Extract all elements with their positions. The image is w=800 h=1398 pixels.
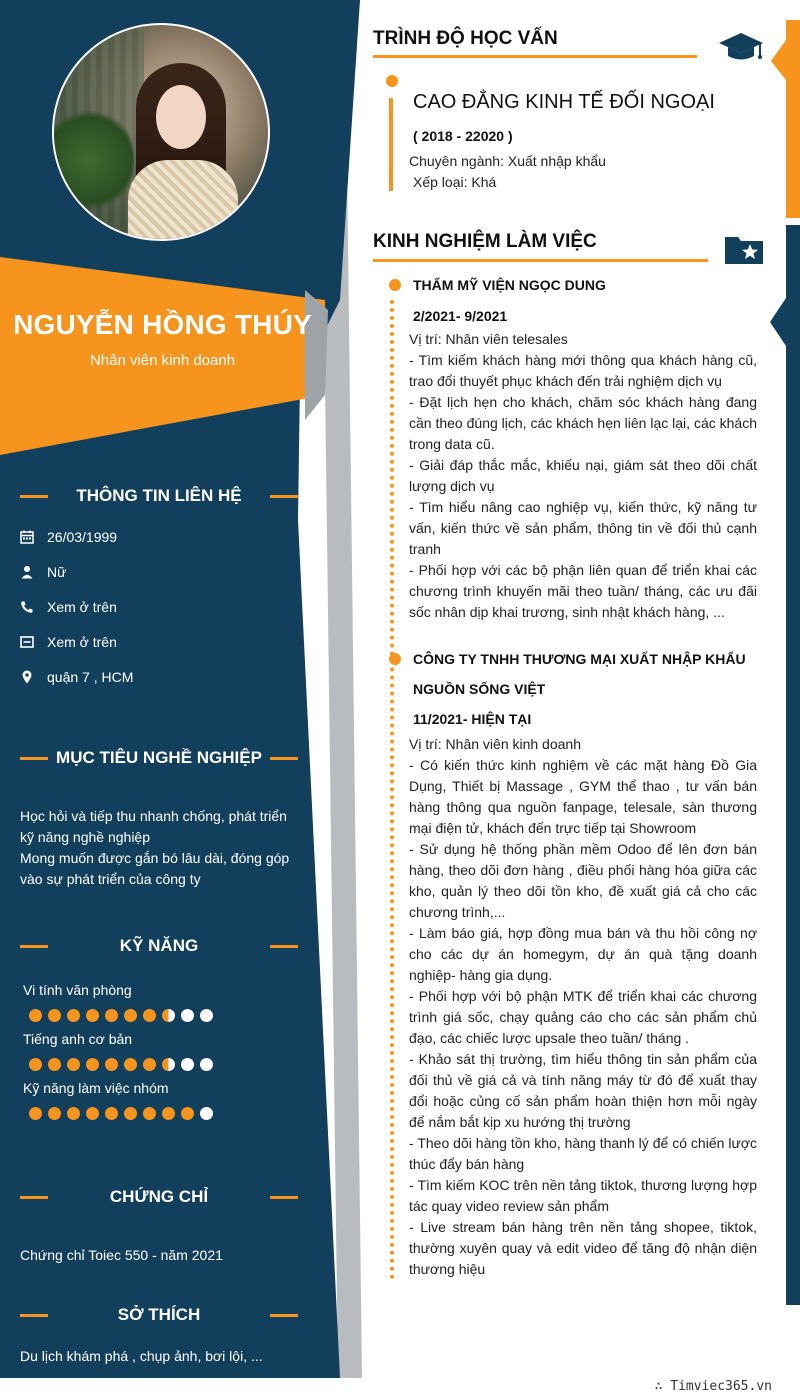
skill-dot	[143, 1009, 156, 1022]
education-school: CAO ĐẲNG KINH TẾ ĐỐI NGOẠI	[413, 91, 715, 113]
skill-dot	[67, 1107, 80, 1120]
skill-dot	[67, 1009, 80, 1022]
skill-dot	[29, 1058, 42, 1071]
hobbies-text: Du lịch khám phá , chụp ảnh, bơi lội, ...	[20, 1348, 263, 1364]
job-bullet	[389, 653, 401, 665]
skill-label: Vi tính văn phòng	[23, 982, 132, 998]
skill-dot	[181, 1058, 194, 1071]
skill-dot	[200, 1107, 213, 1120]
experience-rule	[373, 259, 708, 262]
skill-dot	[29, 1107, 42, 1120]
objective-text: Học hỏi và tiếp thu nhanh chống, phát triển kỹ năng nghề nghiệp Mong muốn được gắn bó lâu dài, đóng góp vào sự phát triển của công ty	[20, 808, 290, 887]
hobbies-heading: SỞ THÍCH	[20, 1305, 298, 1325]
profile-name: NGUYỄN HỒNG THÚY	[13, 309, 312, 340]
education-bullet	[386, 75, 398, 87]
experience-heading: KINH NGHIỆM LÀM VIỆC	[373, 231, 597, 252]
skill-dot	[48, 1107, 61, 1120]
profile-photo	[52, 23, 270, 241]
folder-star-icon	[724, 233, 764, 265]
contact-email: Xem ở trên	[20, 632, 117, 652]
skill-dot	[29, 1009, 42, 1022]
education-grade: Xếp loại: Khá	[413, 174, 497, 190]
skill-dot	[162, 1107, 175, 1120]
contact-phone: Xem ở trên	[20, 597, 117, 617]
right-orange-arrow	[771, 40, 786, 80]
certificates-text: Chứng chỉ Toiec 550 - năm 2021	[20, 1247, 223, 1263]
experience-timeline	[390, 300, 394, 1280]
job-description: Vị trí: Nhân viên telesales - Tìm kiếm khách hàng mới thông qua khách hàng cũ, trao đổi thuyết phục khách đến trải nghiệm dịch vụ - Đặt lịch hẹn cho khách, chăm sóc khách hàng đang cần theo đúng lịch, các khách hẹn liên lạc lại, các khách trong data cũ. - Giải đáp thắc mắc, khiếu nại, giám sát theo dõi chất lượng dịch vụ - Tìm hiểu nâng cao nghiệp vụ, kiến thức, kỹ năng tư vấn, kiến thức về sản phẩm, thông tin về đối thủ cạnh tranh - Phối hợp với các bộ phận liên quan để triển khai các chương trình khuyến mãi theo tuần/ tháng, các ưu đãi sốc nhân dịp khai trương, sinh nhật khách hàng, ...	[409, 331, 757, 620]
education-period: ( 2018 - 22020 )	[413, 128, 513, 144]
skill-label: Kỹ năng làm việc nhóm	[23, 1080, 169, 1096]
contact-location: quận 7 , HCM	[20, 667, 133, 687]
skill-dot	[143, 1058, 156, 1071]
job-period: 11/2021- HIỆN TẠI	[413, 711, 532, 727]
skills-heading: KỸ NĂNG	[20, 936, 298, 956]
skill-dot	[105, 1058, 118, 1071]
skill-rating	[29, 1058, 213, 1071]
email-icon	[20, 635, 34, 649]
skill-dot	[181, 1009, 194, 1022]
skill-label: Tiếng anh cơ bản	[23, 1031, 133, 1047]
education-rule	[373, 55, 697, 58]
skill-dot	[105, 1009, 118, 1022]
skill-dot	[124, 1009, 137, 1022]
skill-dot	[48, 1009, 61, 1022]
skill-dot	[48, 1058, 61, 1071]
right-navy-bar	[786, 225, 800, 1305]
skill-dot	[124, 1058, 137, 1071]
skill-rating	[29, 1009, 213, 1022]
skill-dot	[200, 1009, 213, 1022]
job-description: Vị trí: Nhân viên kinh doanh - Có kiến thức kinh nghiệm về các mặt hàng Đồ Gia Dụng, Thiết bị Massage , GYM thể thao , tư vấn bán hàng thông qua nguồn fanpage, telesale, sàn thương mại điện tử, khách đến trực tiếp tại Showroom - Sử dụng hệ thống phần mềm Odoo để lên đơn bán hàng, theo dõi đơn hàng , điều phối hàng hóa giữa các kho, quản lý theo dõi tồn kho, đề xuất giá cả cho các chương trình,... - Làm báo giá, hợp đồng mua bán và thu hồi công nợ cho các dự án homegym, dự án quà tặng doanh nghiệp- hàng gia dụng. - Phối hợp với bộ phận MTK để triển khai các chương trình giá sốc, chạy quảng cáo cho các sản phẩm chủ đạo, các chiếc lược upsale theo tuần/ tháng . - Khảo sát thị trường, tìm hiểu thông tin sản phẩm của đối thủ về giá cả và tính năng máy từ đó để xuất thay đổi hoặc củng cố sản phẩm hoàn thiện hơn mỗi ngày để nắm bắt kịp xu hướng thị trường - Theo dõi hàng tồn kho, hàng thanh lý để có chiến lược thúc đẩy bán hàng - Tìm kiếm KOC trên nền tảng tiktok, thương lượng hợp tác quay video review sản phẩm - Live stream bán hàng trên nền tảng shopee, tiktok, thường xuyên quay và edit video để tăng độ nhận diện thương hiệu	[409, 736, 757, 1277]
contact-heading: THÔNG TIN LIÊN HỆ	[20, 486, 298, 506]
job-company: CÔNG TY TNHH THƯƠNG MẠI XUẤT NHẬP KHẨU	[413, 651, 746, 667]
skill-dot	[86, 1107, 99, 1120]
skill-dot	[200, 1058, 213, 1071]
skill-dot	[162, 1009, 175, 1022]
job-company: THẨM MỸ VIỆN NGỌC DUNG	[413, 277, 606, 293]
education-heading: TRÌNH ĐỘ HỌC VẤN	[373, 28, 558, 49]
right-orange-bar	[786, 20, 800, 218]
phone-icon	[20, 600, 34, 614]
job-period: 2/2021- 9/2021	[413, 308, 508, 324]
graduation-cap-icon	[718, 30, 764, 64]
skill-rating	[29, 1107, 213, 1120]
education-timeline	[389, 98, 393, 191]
person-icon	[20, 565, 34, 579]
job-company: NGUỒN SỐNG VIỆT	[413, 681, 546, 697]
objective-heading: MỤC TIÊU NGHỀ NGHIỆP	[20, 748, 298, 768]
certificates-heading: CHỨNG CHỈ	[20, 1187, 298, 1207]
contact-gender: Nữ	[20, 562, 66, 582]
skill-dot	[143, 1107, 156, 1120]
watermark: ∴ Timviec365.vn	[654, 1379, 772, 1394]
skill-dot	[162, 1058, 175, 1071]
contact-birthday: 26/03/1999	[20, 527, 117, 547]
location-icon	[20, 670, 34, 684]
skill-dot	[105, 1107, 118, 1120]
skill-dot	[86, 1058, 99, 1071]
education-major: Chuyên ngành: Xuất nhập khẩu	[409, 153, 606, 169]
skill-dot	[67, 1058, 80, 1071]
profile-job-title: Nhân viên kinh doanh	[89, 352, 236, 369]
skill-dot	[86, 1009, 99, 1022]
skill-dot	[124, 1107, 137, 1120]
job-bullet	[389, 279, 401, 291]
skill-dot	[181, 1107, 194, 1120]
right-navy-arrow	[770, 298, 786, 346]
calendar-icon	[20, 530, 34, 544]
